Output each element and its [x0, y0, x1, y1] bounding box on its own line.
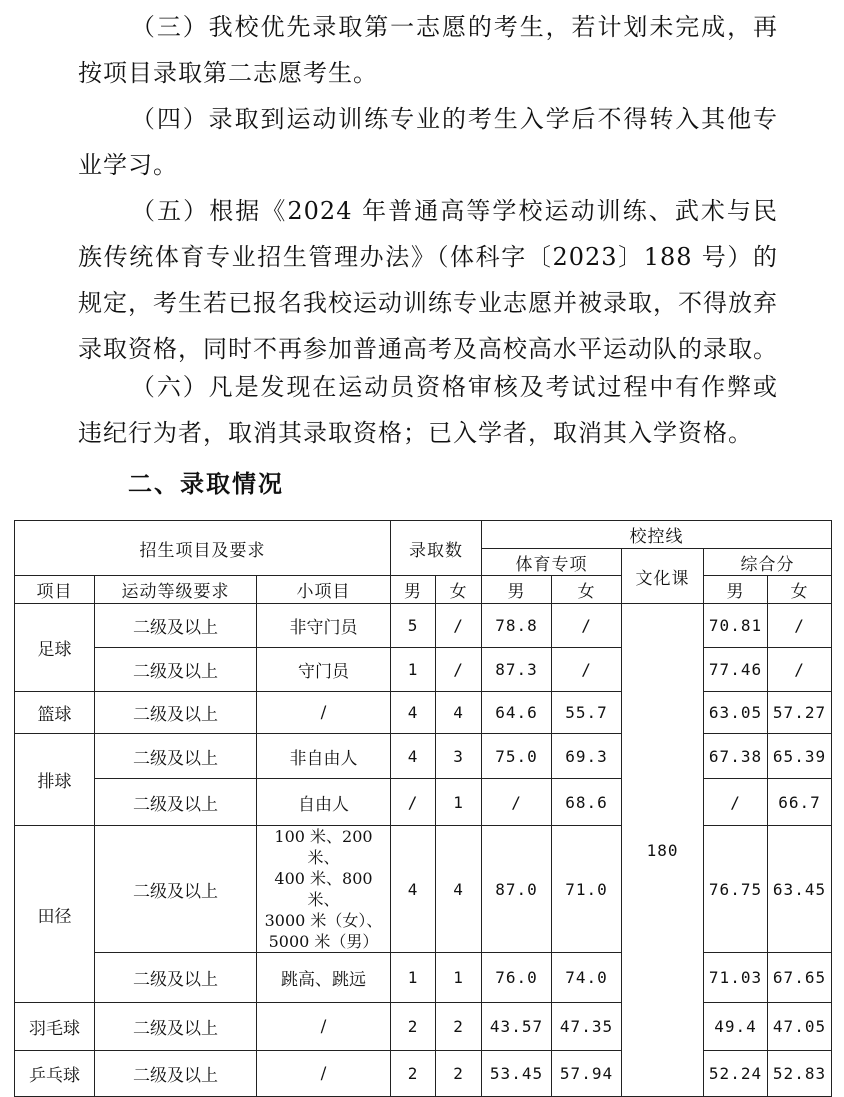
comp-female-cell: /: [768, 648, 832, 692]
sport-male-cell: 76.0: [482, 953, 552, 1003]
comp-male-cell: 63.05: [704, 692, 768, 734]
event-cell: 跳高、跳远: [257, 953, 391, 1003]
comp-male-cell: 76.75: [704, 826, 768, 953]
paragraph-3-text-2: 按项目录取第二志愿考生。: [78, 59, 378, 87]
table-row: [15, 826, 832, 953]
comp-male-cell: 71.03: [704, 953, 768, 1003]
level-cell: 二级及以上: [95, 692, 257, 734]
header-row-3: [15, 576, 832, 604]
enroll-female-cell: 4: [436, 826, 482, 953]
sport-male-cell: 64.6: [482, 692, 552, 734]
paragraph-6: [78, 364, 778, 456]
header-enroll-male: 男: [391, 576, 436, 604]
table-row: [15, 779, 832, 826]
comp-female-cell: 47.05: [768, 1003, 832, 1051]
comp-male-cell: 52.24: [704, 1051, 768, 1097]
comp-male-cell: 67.38: [704, 734, 768, 779]
section-heading: 二、录取情况: [128, 470, 284, 498]
paragraph-5-text-1: （五）根据《2024 年普通高等学校运动训练、武术与民族: [78, 197, 778, 271]
item-cell: 田径: [15, 826, 95, 1003]
sport-female-cell: /: [552, 604, 622, 648]
level-cell: 二级及以上: [95, 1051, 257, 1097]
item-cell: 足球: [15, 604, 95, 692]
table-row: [15, 692, 832, 734]
enroll-male-cell: 4: [391, 826, 436, 953]
comp-female-cell: 52.83: [768, 1051, 832, 1097]
event-line: 3000 米（女）、: [264, 911, 383, 930]
enroll-male-cell: 2: [391, 1003, 436, 1051]
sport-female-cell: /: [552, 648, 622, 692]
sport-female-cell: 47.35: [552, 1003, 622, 1051]
enroll-female-cell: 1: [436, 953, 482, 1003]
event-cell: 守门员: [257, 648, 391, 692]
sport-female-cell: 71.0: [552, 826, 622, 953]
paragraph-6-text-1: （六）凡是发现在运动员资格审核及考试过程中有作弊或: [130, 373, 778, 401]
sport-female-cell: 69.3: [552, 734, 622, 779]
enroll-female-cell: /: [436, 604, 482, 648]
header-event: 小项目: [257, 576, 391, 604]
header-control-line: 校控线: [482, 521, 832, 549]
event-cell: 自由人: [257, 779, 391, 826]
level-cell: 二级及以上: [95, 1003, 257, 1051]
table-row: [15, 1051, 832, 1097]
sport-male-cell: 75.0: [482, 734, 552, 779]
paragraph-4: [78, 96, 778, 188]
header-row-1: [15, 521, 832, 549]
header-item: 项目: [15, 576, 95, 604]
comp-female-cell: /: [768, 604, 832, 648]
sport-male-cell: 78.8: [482, 604, 552, 648]
table-row: [15, 648, 832, 692]
header-enroll-items: 招生项目及要求: [15, 521, 391, 576]
header-enroll-female: 女: [436, 576, 482, 604]
paragraph-4-text-2: 业学习。: [78, 151, 178, 179]
sport-female-cell: 68.6: [552, 779, 622, 826]
event-cell: /: [257, 1003, 391, 1051]
comp-female-cell: 57.27: [768, 692, 832, 734]
event-cell: /: [257, 1051, 391, 1097]
header-comp-male: 男: [704, 576, 768, 604]
header-level: 运动等级要求: [95, 576, 257, 604]
culture-score-cell: 180: [622, 604, 704, 1097]
comp-female-cell: 63.45: [768, 826, 832, 953]
header-comp-female: 女: [768, 576, 832, 604]
header-composite: 综合分: [704, 549, 832, 576]
level-cell: 二级及以上: [95, 953, 257, 1003]
event-line: 400 米、800 米、: [274, 869, 373, 909]
header-sport-male: 男: [482, 576, 552, 604]
enroll-male-cell: 4: [391, 734, 436, 779]
header-enrolled-count: 录取数: [391, 521, 482, 576]
level-cell: 二级及以上: [95, 826, 257, 953]
header-sports-specialty: 体育专项: [482, 549, 622, 576]
comp-female-cell: 66.7: [768, 779, 832, 826]
sport-male-cell: /: [482, 779, 552, 826]
comp-female-cell: 67.65: [768, 953, 832, 1003]
event-cell: 非守门员: [257, 604, 391, 648]
paragraph-3-text-1: （三）我校优先录取第一志愿的考生，若计划未完成，再: [130, 13, 778, 41]
paragraph-5: [78, 188, 778, 372]
table-row: [15, 953, 832, 1003]
comp-male-cell: /: [704, 779, 768, 826]
event-cell: [257, 826, 391, 953]
item-cell: 排球: [15, 734, 95, 826]
sport-female-cell: 55.7: [552, 692, 622, 734]
item-cell: 篮球: [15, 692, 95, 734]
level-cell: 二级及以上: [95, 734, 257, 779]
header-sport-female: 女: [552, 576, 622, 604]
item-cell: 乒乓球: [15, 1051, 95, 1097]
sport-male-cell: 53.45: [482, 1051, 552, 1097]
sport-male-cell: 87.3: [482, 648, 552, 692]
enroll-female-cell: 3: [436, 734, 482, 779]
comp-female-cell: 65.39: [768, 734, 832, 779]
comp-male-cell: 70.81: [704, 604, 768, 648]
event-line: 5000 米（男）: [268, 932, 379, 951]
table-row: [15, 1003, 832, 1051]
item-cell: 羽毛球: [15, 1003, 95, 1051]
enroll-male-cell: 1: [391, 953, 436, 1003]
level-cell: 二级及以上: [95, 604, 257, 648]
enroll-female-cell: 2: [436, 1051, 482, 1097]
enroll-male-cell: 5: [391, 604, 436, 648]
table-row: [15, 734, 832, 779]
enroll-male-cell: 1: [391, 648, 436, 692]
comp-male-cell: 49.4: [704, 1003, 768, 1051]
enroll-male-cell: 4: [391, 692, 436, 734]
enroll-male-cell: 2: [391, 1051, 436, 1097]
event-cell: 非自由人: [257, 734, 391, 779]
enroll-male-cell: /: [391, 779, 436, 826]
header-culture: 文化课: [622, 549, 704, 604]
event-line: 100 米、200 米、: [274, 827, 373, 867]
enroll-female-cell: 2: [436, 1003, 482, 1051]
sport-female-cell: 74.0: [552, 953, 622, 1003]
paragraph-3: [78, 4, 778, 96]
table-row: [15, 604, 832, 648]
enroll-female-cell: 4: [436, 692, 482, 734]
paragraph-5-text-2: 传统体育专业招生管理办法》（体科字〔2023〕188 号）的规定，考生若已报名我校运动训练专业志愿并被录取，不得放弃录取资格，同时不再参加普通高考及高校高水平运动队的录取。: [78, 243, 779, 363]
paragraph-4-text-1: （四）录取到运动训练专业的考生入学后不得转入其他专: [130, 105, 778, 133]
level-cell: 二级及以上: [95, 779, 257, 826]
enroll-female-cell: 1: [436, 779, 482, 826]
sport-male-cell: 87.0: [482, 826, 552, 953]
event-cell: /: [257, 692, 391, 734]
sport-female-cell: 57.94: [552, 1051, 622, 1097]
paragraph-6-text-2: 违纪行为者，取消其录取资格；已入学者，取消其入学资格。: [78, 419, 753, 447]
admission-table: [14, 520, 832, 1097]
level-cell: 二级及以上: [95, 648, 257, 692]
enroll-female-cell: /: [436, 648, 482, 692]
sport-male-cell: 43.57: [482, 1003, 552, 1051]
comp-male-cell: 77.46: [704, 648, 768, 692]
